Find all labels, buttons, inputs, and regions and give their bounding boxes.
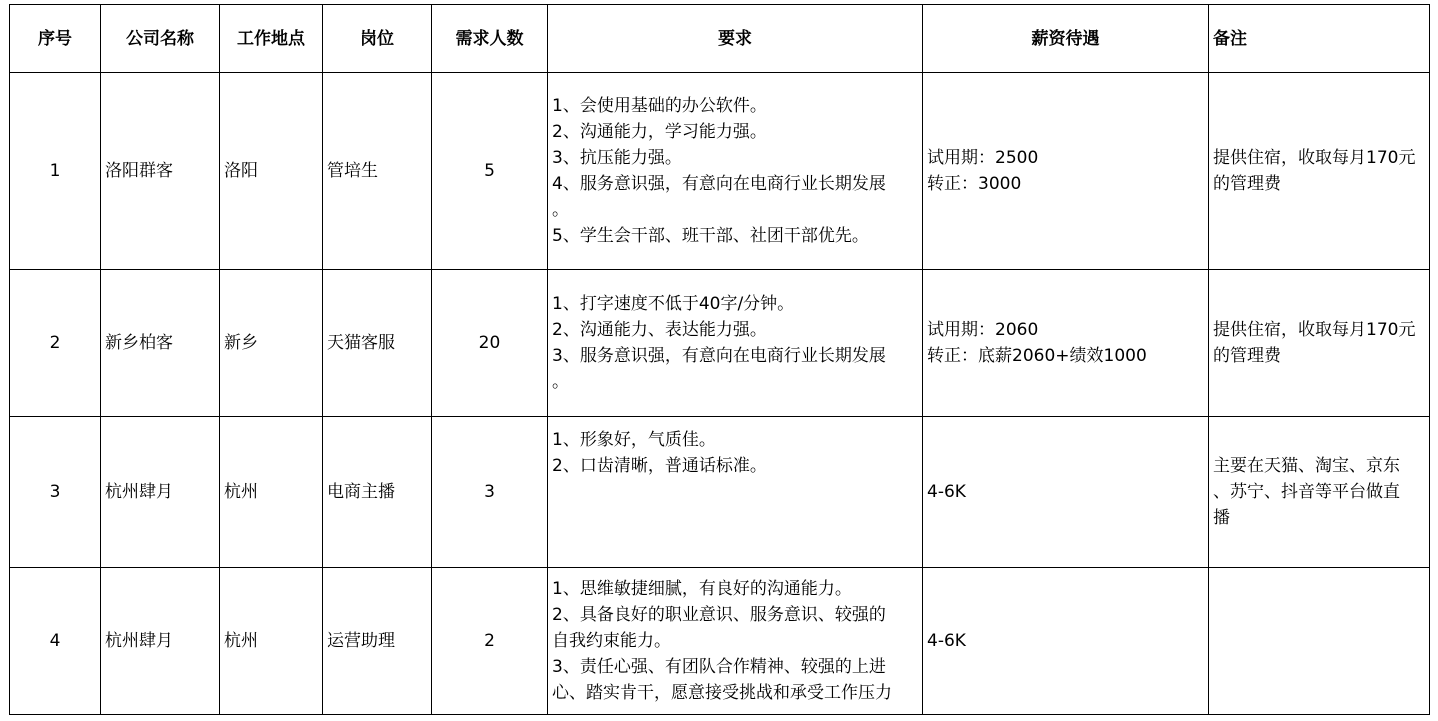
cell-no[interactable]: 4 [10,568,101,715]
cell-no[interactable]: 2 [10,270,101,417]
cell-count[interactable]: 5 [432,73,548,270]
table-row [10,73,1430,270]
salary-line: 4-6K [927,631,966,651]
requirement-line: 2、沟通能力，学习能力强。 [552,122,767,142]
notes-line: 的管理费 [1213,174,1281,194]
requirement-line: 4、服务意识强，有意向在电商行业长期发展 [552,174,886,194]
requirement-line: 3、责任心强、有团队合作精神、较强的上进 [552,657,886,677]
cell-requirements[interactable] [548,73,923,270]
cell-count[interactable]: 3 [432,417,548,568]
cell-count[interactable]: 2 [432,568,548,715]
salary-line: 转正：3000 [927,174,1022,194]
header-notes[interactable]: 备注 [1209,5,1430,73]
cell-company[interactable]: 新乡柏客 [101,270,220,417]
cell-company[interactable]: 杭州肆月 [101,417,220,568]
requirement-line: 2、口齿清晰，普通话标准。 [552,456,767,476]
requirement-line: 1、形象好，气质佳。 [552,430,716,450]
header-row [10,5,1430,73]
header-requirements[interactable]: 要求 [548,5,923,73]
notes-line: 、苏宁、抖音等平台做直 [1213,482,1400,502]
cell-location[interactable]: 新乡 [220,270,323,417]
cell-salary[interactable] [923,270,1209,417]
salary-line: 试用期：2060 [927,320,1039,340]
notes-line: 主要在天猫、淘宝、京东 [1213,456,1400,476]
requirement-line: 。 [552,200,569,220]
header-count[interactable]: 需求人数 [432,5,548,73]
cell-position[interactable]: 电商主播 [323,417,432,568]
requirement-line: 3、服务意识强，有意向在电商行业长期发展 [552,346,886,366]
requirement-line: 2、具备良好的职业意识、服务意识、较强的 [552,605,886,625]
header-location[interactable]: 工作地点 [220,5,323,73]
cell-salary[interactable] [923,73,1209,270]
notes-line: 提供住宿，收取每月170元 [1213,148,1416,168]
cell-location[interactable]: 洛阳 [220,73,323,270]
cell-location[interactable]: 杭州 [220,568,323,715]
cell-location[interactable]: 杭州 [220,417,323,568]
table-row [10,270,1430,417]
cell-salary[interactable] [923,417,1209,568]
job-table [9,4,1430,715]
requirement-line: 。 [552,372,569,392]
requirement-line: 1、思维敏捷细腻，有良好的沟通能力。 [552,579,852,599]
cell-notes[interactable] [1209,568,1430,715]
cell-salary[interactable] [923,568,1209,715]
requirement-line: 3、抗压能力强。 [552,148,682,168]
requirement-line: 1、打字速度不低于40字/分钟。 [552,294,795,314]
cell-position[interactable]: 运营助理 [323,568,432,715]
notes-line: 播 [1213,508,1230,528]
cell-company[interactable]: 杭州肆月 [101,568,220,715]
notes-line: 的管理费 [1213,346,1281,366]
table-row [10,417,1430,568]
cell-position[interactable]: 天猫客服 [323,270,432,417]
cell-requirements[interactable] [548,417,923,568]
cell-position[interactable]: 管培生 [323,73,432,270]
cell-no[interactable]: 1 [10,73,101,270]
header-position[interactable]: 岗位 [323,5,432,73]
cell-requirements[interactable] [548,270,923,417]
cell-requirements[interactable] [548,568,923,715]
header-company[interactable]: 公司名称 [101,5,220,73]
salary-line: 转正：底薪2060+绩效1000 [927,346,1147,366]
cell-no[interactable]: 3 [10,417,101,568]
requirement-line: 2、沟通能力、表达能力强。 [552,320,767,340]
requirement-line: 自我约束能力。 [552,631,671,651]
cell-notes[interactable] [1209,270,1430,417]
requirement-line: 5、学生会干部、班干部、社团干部优先。 [552,226,869,246]
salary-line: 试用期：2500 [927,148,1039,168]
cell-company[interactable]: 洛阳群客 [101,73,220,270]
requirement-line: 心、踏实肯干，愿意接受挑战和承受工作压力 [552,683,892,703]
cell-notes[interactable] [1209,417,1430,568]
salary-line: 4-6K [927,482,966,502]
requirement-line: 1、会使用基础的办公软件。 [552,96,767,116]
cell-notes[interactable] [1209,73,1430,270]
header-no[interactable]: 序号 [10,5,101,73]
header-salary[interactable]: 薪资待遇 [923,5,1209,73]
notes-line: 提供住宿，收取每月170元 [1213,320,1416,340]
table-row [10,568,1430,715]
cell-count[interactable]: 20 [432,270,548,417]
